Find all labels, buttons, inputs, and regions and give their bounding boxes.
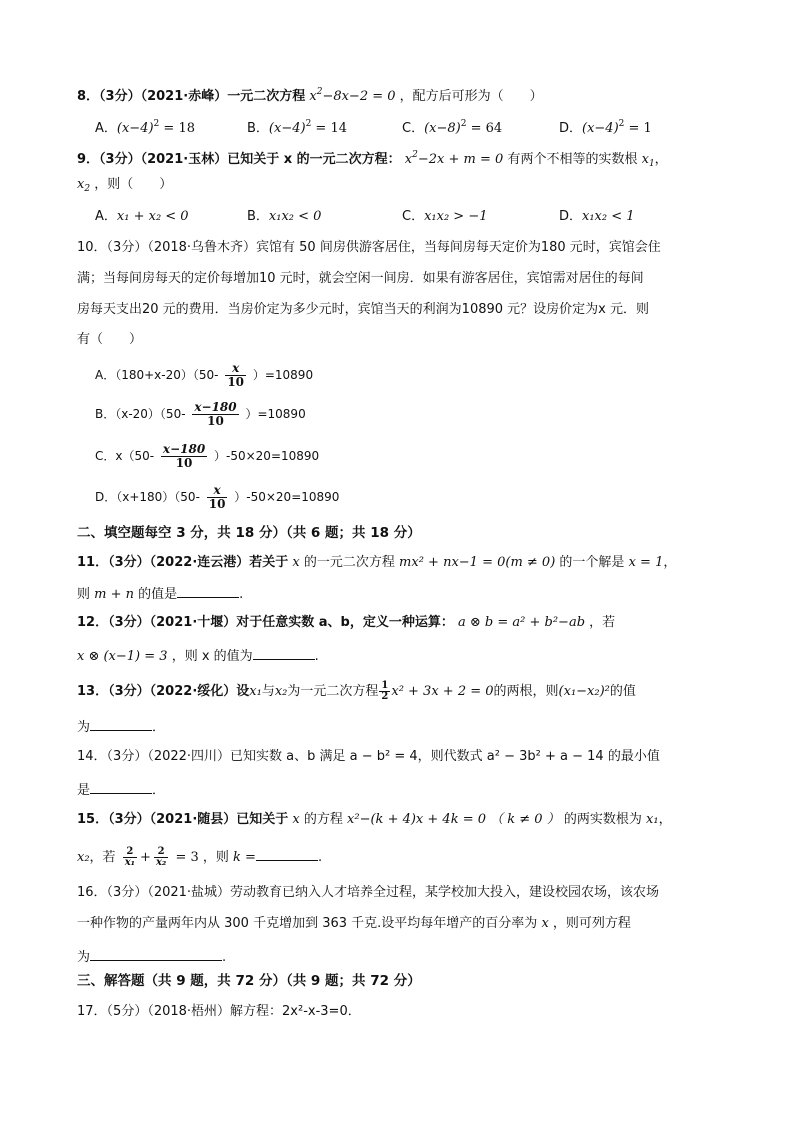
q9-eq-b: −2x + m = 0	[417, 152, 504, 167]
q15-f1-den: x₁	[124, 857, 136, 868]
q10-option-d	[95, 484, 339, 511]
q9-option-b	[247, 208, 321, 226]
q9-opt-a-m: x₁ + x₂ < 0	[116, 209, 189, 224]
q10-opt-d-pre: D．（x+180）（50-	[95, 490, 200, 504]
q11-sol: x = 1	[628, 555, 664, 570]
q12-answer-blank[interactable]	[253, 645, 315, 660]
q15-frac2	[154, 847, 168, 868]
q11-x: x	[292, 555, 300, 570]
q16-answer-blank[interactable]	[90, 946, 222, 961]
q8-opt-d-m: (x−4)	[582, 121, 619, 136]
q12-line2-m: x ⊗ (x−1) = 3	[77, 649, 168, 664]
q10-opt-c-den: 10	[175, 456, 193, 470]
q10-opt-a-post: ）=10890	[252, 368, 314, 382]
q10-line4	[77, 331, 142, 349]
q13-and: 与	[261, 684, 275, 699]
q10-option-a	[95, 362, 313, 389]
q9-stem-line2	[77, 176, 172, 198]
q9-opt-a-label: A．	[95, 209, 117, 224]
q9-x2: $x_2$	[77, 177, 91, 194]
q12-eq: a ⊗ b = a² + b²−ab	[458, 615, 586, 630]
q13-frac	[379, 681, 390, 702]
q8-option-d: D．$(x-4)^2 = 1$	[559, 119, 652, 136]
q10-opt-d-post: ）-50×20=10890	[234, 490, 340, 504]
q10-opt-c-post: ）-50×20=10890	[214, 449, 320, 463]
q15-mid2: 的两实数根为	[563, 812, 642, 827]
q13-mid2: 的两根，则	[493, 684, 559, 699]
q15-x1: x₁	[646, 812, 659, 827]
section-2-text: 二、填空题每空 3 分，共 18 分）（共 6 题；共 18 分）	[77, 525, 421, 541]
q9-x1-text: x	[641, 152, 649, 167]
q10-line3	[77, 301, 649, 319]
q10-opt-a-num: x	[225, 362, 246, 376]
q16-line1	[77, 884, 659, 902]
q11-mid2: 的一个解是	[559, 555, 625, 570]
q10-opt-d-den: 10	[208, 497, 226, 511]
q9-comma: ，	[654, 152, 668, 167]
q9-prefix: 9．（3分）（2021·玉林）已知关于 x 的一元二次方程：	[77, 152, 401, 167]
q8-opt-d-label: D．	[559, 121, 583, 136]
q10-opt-c-frac	[161, 443, 207, 470]
q9-opt-d-label: D．	[559, 209, 583, 224]
q8-opt-c-m: (x−8)	[424, 121, 461, 136]
q8-option-b: B．$(x-4)^2 = 14$	[247, 119, 347, 136]
q9-stem	[77, 146, 668, 173]
q9-x2-text: x	[77, 177, 85, 192]
q11-line2-pre: 则	[77, 587, 91, 602]
q17-stem	[77, 1003, 361, 1021]
q13-x1: x₁	[249, 684, 262, 699]
q13-eq: x² + 3x + 2 = 0	[391, 684, 494, 699]
q8-option-c: C．$(x-8)^2 = 64$	[402, 119, 503, 136]
q15-x: x	[292, 812, 300, 827]
q14-answer-blank[interactable]	[90, 779, 152, 794]
q15-prefix: 15．（3分）（2021·随县）已知关于	[77, 812, 289, 827]
q14-line2-pre: 是	[77, 783, 91, 798]
q8-suffix: ，配方后可形为（ ）	[399, 89, 543, 104]
q11-mid: 的一元二次方程	[303, 555, 395, 570]
q12-line2-post: ，则 x 的值为	[171, 649, 253, 664]
q8-eq: $x^2-8x-2 = 0$	[309, 87, 396, 104]
q16-x: x	[541, 916, 549, 931]
q14-line2: 是 ．	[77, 779, 165, 800]
q8-eq-b: −8x−2 = 0	[322, 89, 396, 104]
q16-line1-text: 16．（3分）（2021·盐城）劳动教育已纳入人才培养全过程，某学校加大投入，建设校园农场，该农场	[77, 885, 660, 900]
q15-answer-blank[interactable]	[256, 846, 318, 861]
q10-opt-b-frac	[192, 401, 238, 428]
q9-x1: $x_1$	[641, 152, 655, 169]
q15-if: ，若	[89, 850, 116, 865]
q12-prefix: 12．（3分）（2021·十堰）对于任意实数 a、b，定义一种运算：	[77, 615, 454, 630]
q10-opt-a-frac	[225, 362, 246, 389]
q8-opt-c-r: = 64	[466, 121, 503, 136]
q13-stem	[77, 681, 636, 702]
q10-opt-b-post: ）=10890	[245, 407, 306, 421]
q10-line1-text: 10．（3分）（2018·乌鲁木齐）宾馆有 50 间房供游客居住，当每间房每天定价为180 元时，宾馆会住	[77, 240, 661, 255]
q14-line1	[77, 748, 660, 766]
q8-opt-c-label: C．	[402, 121, 425, 136]
q10-line4-text: 有（ ）	[77, 332, 143, 347]
q8-opt-b-m: (x−4)	[268, 121, 306, 136]
q10-line2-text: 满；当每间房每天的定价每增加10 元时，就会空闲一间房．如果有游客居住，宾馆需对居住的每间	[77, 271, 644, 286]
q15-mid: 的方程	[303, 812, 343, 827]
q10-opt-c-pre: C．x（50-	[95, 449, 155, 463]
q11-line2: 则 m + n 的值是 .	[77, 583, 243, 604]
section-2-heading	[77, 524, 421, 542]
q10-line3-text: 房每天支出20 元的费用．当房价定为多少元时，宾馆当天的利润为10890 元？设房价定为x 元．则	[77, 302, 649, 317]
q11-answer-blank[interactable]	[177, 583, 239, 598]
q9-opt-c-label: C．	[402, 209, 425, 224]
q10-opt-b-num: x−180	[194, 400, 237, 414]
q13-end: 的值	[609, 684, 636, 699]
q9-opt-c-m: x₁x₂ > −1	[424, 209, 488, 224]
q8-opt-b-r: = 14	[311, 121, 347, 136]
section-3-heading	[77, 972, 421, 990]
q9-mid: 有两个不相等的实数根	[507, 152, 638, 167]
q14-line1-text: 14．（3分）（2022·四川）已知实数 a、b 满足 a − b² = 4，则代数式 a² − 3b² + a − 14 的最小值	[77, 749, 660, 764]
q9-option-c	[402, 208, 488, 226]
q11-stem	[77, 554, 676, 572]
q10-opt-a-den: 10	[227, 375, 245, 389]
q13-expr: (x₁−x₂)²	[558, 684, 610, 699]
q9-opt-b-label: B．	[247, 209, 269, 224]
q11-prefix: 11．（3分）（2022·连云港）若关于	[77, 555, 289, 570]
q17-text: 17．（5分）（2018·梧州）解方程：2x²-x-3=0．	[77, 1004, 361, 1019]
q15-f1-num: 2	[123, 847, 137, 858]
q16-line3-pre: 为	[77, 950, 91, 965]
q9-option-a	[95, 208, 189, 226]
q9-opt-d-m: x₁x₂ < 1	[582, 209, 635, 224]
q15-eq: x²−(k + 4)x + 4k = 0	[347, 812, 486, 827]
q11-line2-m: m + n	[94, 587, 135, 602]
q10-opt-d-frac	[207, 484, 228, 511]
q15-end: ，	[658, 812, 672, 827]
q15-f2-den: x₂	[155, 857, 167, 868]
q8-opt-b-label: B．	[247, 121, 269, 136]
q8-prefix: 8．（3分）（2021·赤峰）一元二次方程	[77, 89, 306, 104]
q15-line2: x₂，若 $\frac{2}{\text{x₁}}$ + $\frac{2}{\text{x₂}}$ = 3 ，则 k = .	[77, 846, 323, 868]
q11-end: ，	[663, 555, 677, 570]
q9-eq: $x^2-2x + m = 0$	[404, 150, 504, 167]
q13-line2: 为 ．	[77, 716, 165, 737]
q10-line1	[77, 239, 661, 257]
q15-frac1	[123, 847, 137, 868]
q10-opt-b-pre: B．（x-20）（50-	[95, 407, 186, 421]
q13-frac-num: 1	[381, 680, 389, 691]
q15-then: ，则	[202, 850, 229, 865]
q15-f2-num: 2	[154, 847, 168, 858]
q8-eq-a: x	[309, 89, 317, 104]
q13-frac-den: 2	[381, 691, 389, 702]
q10-opt-b-den: 10	[207, 414, 224, 428]
q15-x2: x₂	[77, 850, 90, 865]
q11-line2-post: 的值是	[138, 587, 178, 602]
section-3-text: 三、解答题（共 9 题，共 72 分）（共 9 题；共 72 分）	[77, 973, 421, 989]
q15-eq3: = 3	[175, 850, 199, 865]
q9-eq-a: x	[404, 152, 413, 167]
q13-mid: 为一元二次方程	[287, 684, 379, 699]
q9-option-d	[559, 208, 635, 226]
q8-option-a: A．$(x-4)^2 = 18$	[95, 119, 195, 136]
q13-answer-blank[interactable]	[90, 716, 152, 731]
q8-opt-a-r: = 18	[159, 121, 195, 136]
q9-rest: ，则（ ）	[94, 177, 173, 192]
q8-opt-a-m: (x−4)	[116, 121, 154, 136]
q12-end: ，若	[589, 615, 616, 630]
q16-line3: 为 .	[77, 946, 226, 967]
q13-line2-pre: 为	[77, 720, 91, 735]
q16-line2	[77, 915, 631, 933]
q10-opt-c-num: x−180	[162, 442, 206, 456]
q10-opt-a-pre: A．（180+x-20）（50-	[95, 368, 219, 382]
q10-option-b	[95, 401, 306, 428]
q10-option-c	[95, 443, 319, 470]
q12-line2: x ⊗ (x−1) = 3 ，则 x 的值为 .	[77, 645, 319, 666]
q8-opt-a-label: A．	[95, 121, 117, 136]
q13-x2: x₂	[274, 684, 288, 699]
q15-cond: （ k ≠ 0 ）	[490, 812, 560, 827]
q9-opt-b-m: x₁x₂ < 0	[268, 209, 322, 224]
q10-line2	[77, 270, 644, 288]
q10-opt-d-num: x	[207, 484, 228, 498]
q12-stem	[77, 614, 615, 632]
q16-line2-post: ，则可列方程	[552, 916, 631, 931]
q11-eq: mx² + nx−1 = 0(m ≠ 0)	[399, 555, 556, 570]
q13-prefix: 13．（3分）（2022·绥化）设	[77, 684, 250, 699]
q8-opt-d-r: = 1	[624, 121, 652, 136]
q15-k: k =	[233, 850, 256, 865]
q15-plus: +	[140, 850, 151, 865]
q16-line2-pre: 一种作物的产量两年内从 300 千克增加到 363 千克.设平均每年增产的百分率为	[77, 916, 538, 931]
q8-stem	[77, 83, 543, 106]
q15-stem	[77, 811, 672, 829]
